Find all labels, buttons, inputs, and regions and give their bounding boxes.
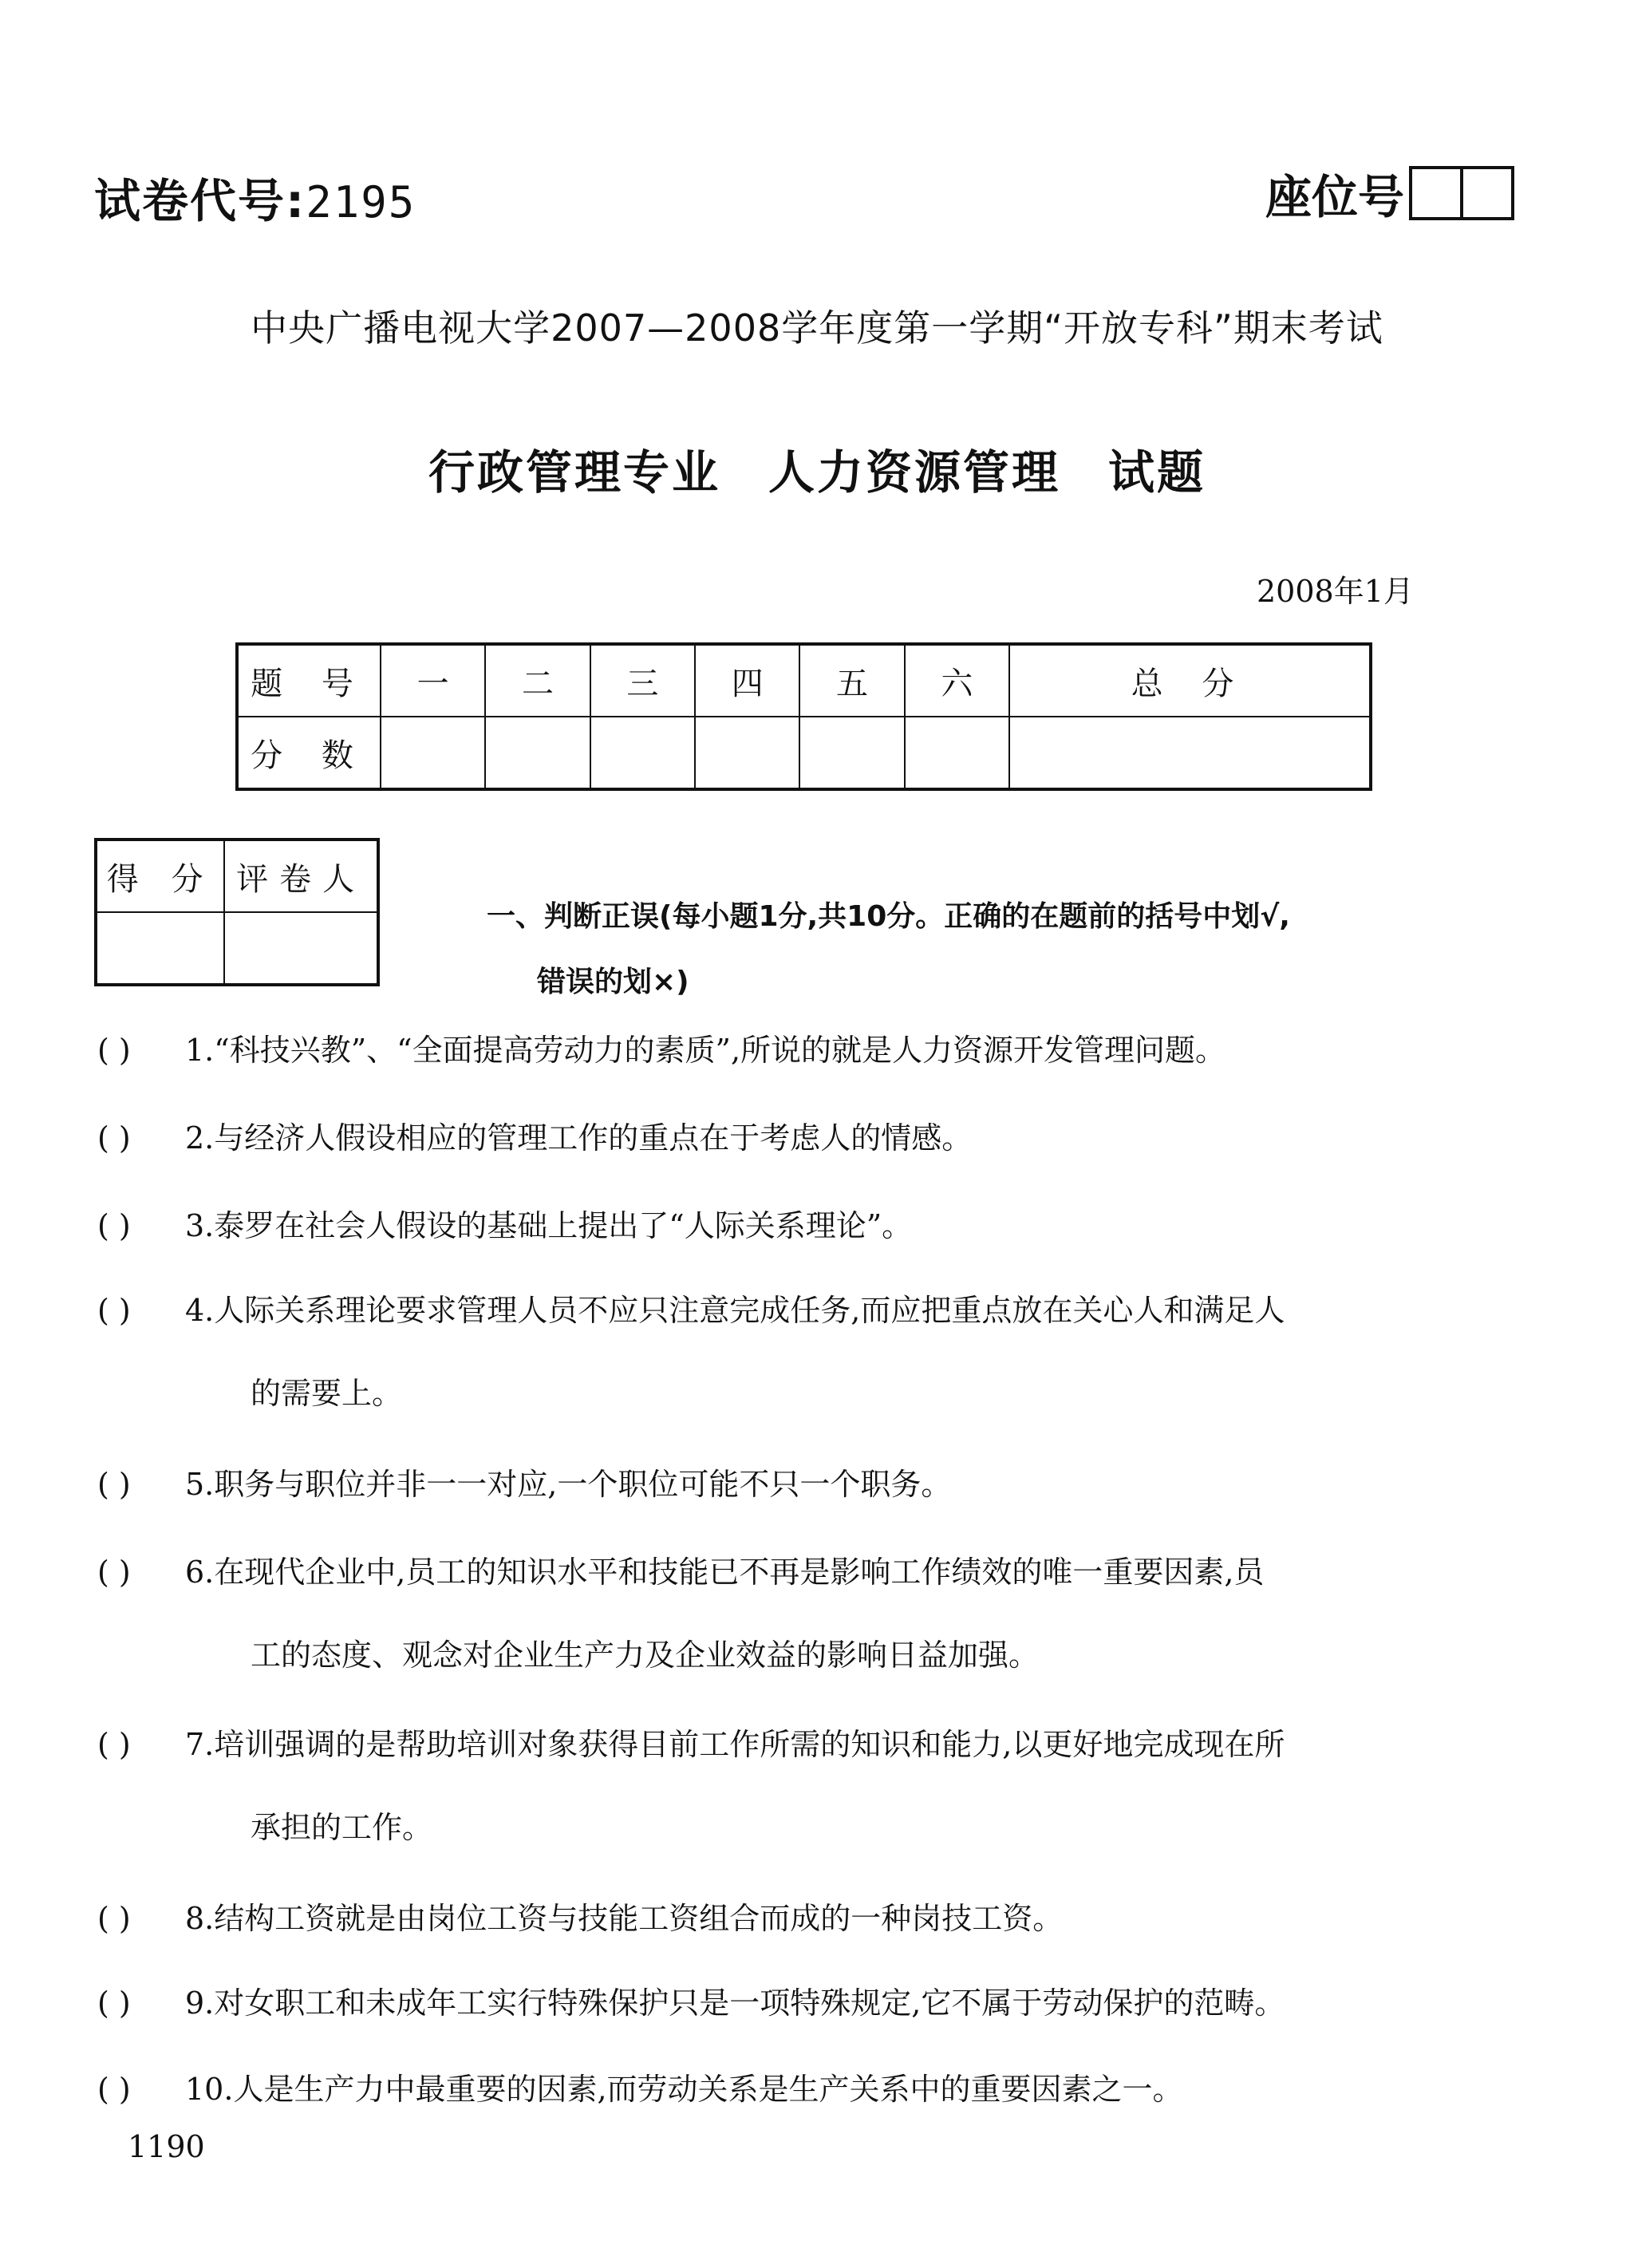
question-text-continued: 工的态度、观念对企业生产力及企业效益的影响日益加强。: [251, 1638, 1040, 1673]
question-number: 7.: [185, 1727, 215, 1762]
grader-name-label: 评卷人: [224, 840, 378, 912]
question-5: [97, 1468, 951, 1500]
score-table-col: 四: [695, 644, 799, 717]
question-8: [97, 1903, 1063, 1934]
score-cell[interactable]: [695, 717, 799, 789]
answer-parentheses[interactable]: ( ): [97, 1467, 131, 1502]
exam-title-major: 行政管理专业: [428, 445, 720, 500]
question-9: [97, 1987, 1285, 2019]
exam-date: 2008年1月: [1257, 574, 1414, 609]
score-table-row-label: 分 数: [237, 717, 381, 789]
answer-parentheses[interactable]: ( ): [97, 1208, 131, 1243]
seat-number-boxes[interactable]: [1409, 166, 1514, 220]
paper-code: [94, 164, 416, 231]
grader-table-header-row: [96, 840, 378, 912]
answer-parentheses[interactable]: ( ): [97, 1293, 131, 1328]
question-text: 培训强调的是帮助培训对象获得目前工作所需的知识和能力,以更好地完成现在所: [214, 1727, 1285, 1762]
question-number: 8.: [185, 1901, 215, 1936]
question-1: [97, 1034, 1226, 1066]
question-number: 5.: [185, 1467, 215, 1502]
question-text-continued: 的需要上。: [251, 1376, 403, 1411]
exam-title-course: 人力资源管理: [768, 445, 1060, 500]
question-number: 1.: [185, 1033, 215, 1068]
answer-parentheses[interactable]: ( ): [97, 1555, 131, 1590]
grader-table-input-row: [96, 912, 378, 985]
seat-box-2[interactable]: [1460, 169, 1511, 217]
grader-table: [94, 838, 380, 986]
question-6: [97, 1556, 1264, 1671]
section-title-line2: 错误的划×): [537, 966, 689, 998]
question-text: 职务与职位并非一一对应,一个职位可能不只一个职务。: [214, 1467, 952, 1502]
question-text: “科技兴教”、“全面提高劳动力的素质”,所说的就是人力资源开发管理问题。: [214, 1033, 1226, 1068]
seat-number: [1265, 160, 1514, 227]
question-number: 6.: [185, 1555, 215, 1590]
score-table-col: 五: [799, 644, 904, 717]
section-title-line1: 一、判断正误(每小题1分,共10分。正确的在题前的括号中划√,: [487, 900, 1290, 933]
question-number: 3.: [185, 1208, 215, 1243]
question-number: 10.: [185, 2072, 234, 2107]
score-cell-total[interactable]: [1009, 717, 1371, 789]
exam-title: [0, 435, 1634, 502]
question-number: 2.: [185, 1120, 215, 1156]
question-text: 结构工资就是由岗位工资与技能工资组合而成的一种岗技工资。: [214, 1901, 1064, 1936]
score-cell[interactable]: [381, 717, 485, 789]
question-number: 9.: [185, 1985, 215, 2021]
score-cell[interactable]: [799, 717, 904, 789]
score-table: [235, 642, 1372, 791]
question-7: [97, 1729, 1285, 1843]
answer-parentheses[interactable]: ( ): [97, 1120, 131, 1156]
question-4: [97, 1294, 1285, 1409]
grader-name-cell[interactable]: [224, 912, 378, 985]
seat-box-1[interactable]: [1412, 169, 1460, 217]
score-cell[interactable]: [590, 717, 695, 789]
answer-parentheses[interactable]: ( ): [97, 2072, 131, 2107]
grader-score-cell[interactable]: [96, 912, 224, 985]
exam-title-kind: 试题: [1108, 445, 1206, 500]
question-text: 人是生产力中最重要的因素,而劳动关系是生产关系中的重要因素之一。: [233, 2072, 1183, 2107]
question-number: 4.: [185, 1293, 215, 1328]
grader-score-label: 得 分: [96, 840, 224, 912]
score-table-col: 六: [905, 644, 1009, 717]
section-title: [487, 884, 1290, 1015]
question-text: 泰罗在社会人假设的基础上提出了“人际关系理论”。: [214, 1208, 913, 1243]
question-text: 人际关系理论要求管理人员不应只注意完成任务,而应把重点放在关心人和满足人: [214, 1293, 1285, 1328]
answer-parentheses[interactable]: ( ): [97, 1901, 131, 1936]
question-text-continued: 承担的工作。: [251, 1810, 433, 1845]
paper-code-label: 试卷代号:: [94, 174, 306, 228]
answer-parentheses[interactable]: ( ): [97, 1727, 131, 1762]
score-cell[interactable]: [905, 717, 1009, 789]
page-number: 1190: [128, 2129, 205, 2164]
paper-code-value: 2195: [306, 177, 416, 227]
question-2: [97, 1122, 972, 1154]
question-text: 与经济人假设相应的管理工作的重点在于考虑人的情感。: [214, 1120, 973, 1156]
score-table-header-row: [237, 644, 1371, 717]
score-table-score-row: [237, 717, 1371, 789]
answer-parentheses[interactable]: ( ): [97, 1033, 131, 1068]
score-cell[interactable]: [485, 717, 590, 789]
seat-number-label: 座位号: [1265, 170, 1404, 224]
score-table-col-total: 总 分: [1009, 644, 1371, 717]
exam-heading: 中央广播电视大学2007—2008学年度第一学期“开放专科”期末考试: [251, 306, 1383, 350]
answer-parentheses[interactable]: ( ): [97, 1985, 131, 2021]
question-10: [97, 2073, 1183, 2105]
score-table-col: 三: [590, 644, 695, 717]
question-text: 在现代企业中,员工的知识水平和技能已不再是影响工作绩效的唯一重要因素,员: [214, 1555, 1265, 1590]
question-3: [97, 1210, 912, 1242]
score-table-col: 二: [485, 644, 590, 717]
score-table-row-label: 题 号: [237, 644, 381, 717]
question-text: 对女职工和未成年工实行特殊保护只是一项特殊规定,它不属于劳动保护的范畴。: [214, 1985, 1285, 2021]
score-table-col: 一: [381, 644, 485, 717]
